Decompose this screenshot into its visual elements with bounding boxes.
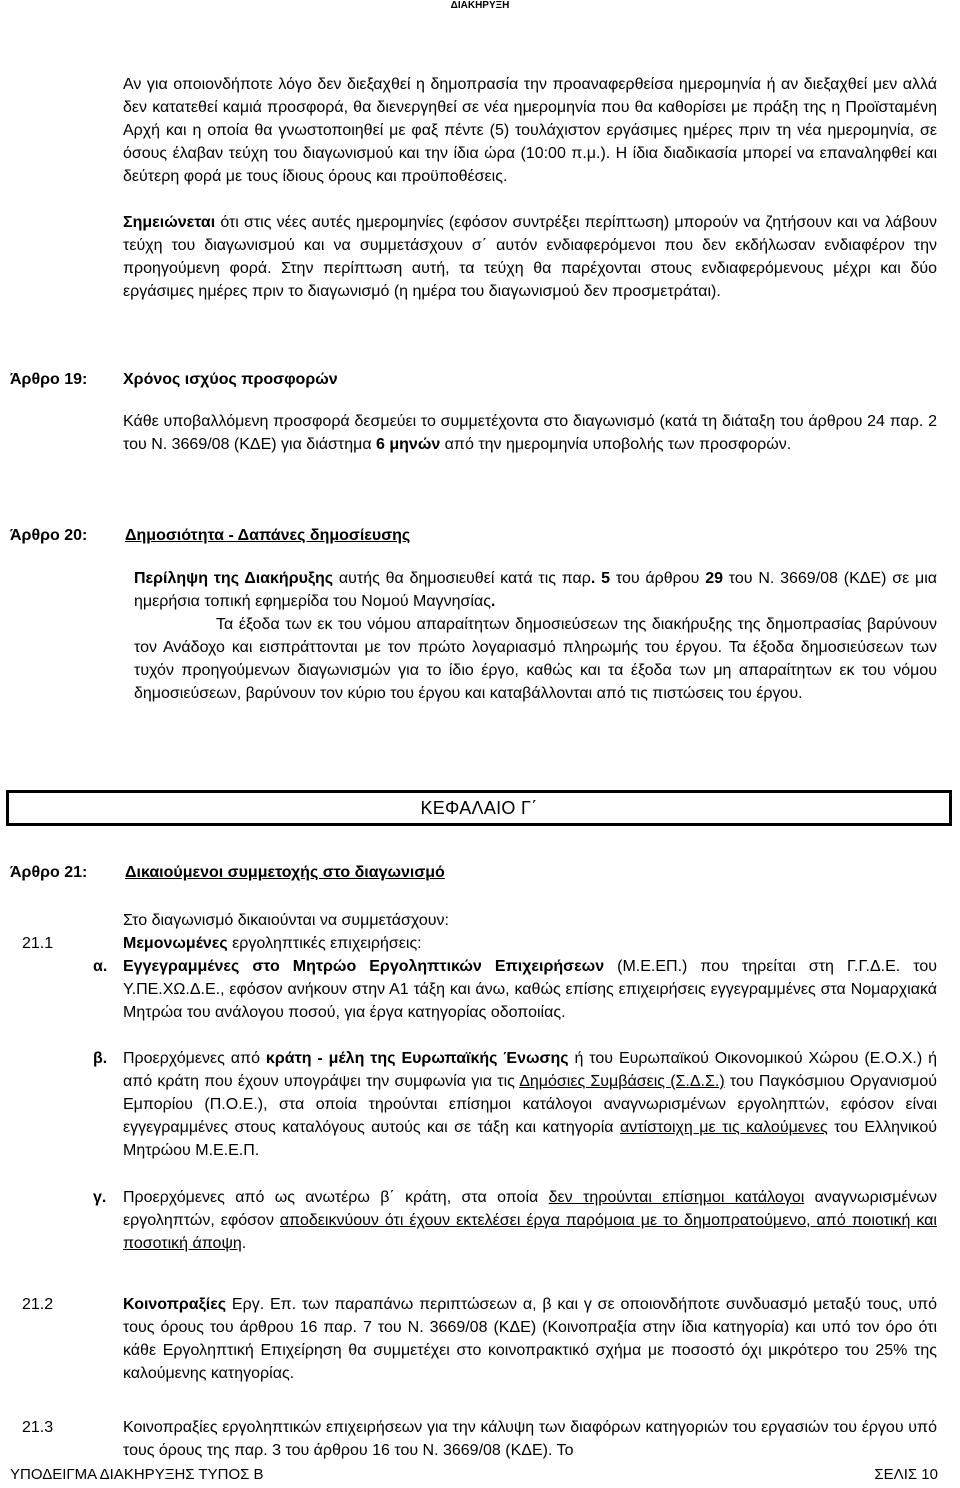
item-c-end: . <box>241 1235 247 1252</box>
article-20-summary-c: του Ν. 3669/08 (ΚΔΕ) σε μια ημερήσια τοπική εφημερίδα του Νομού Μαγνησίας <box>134 570 938 610</box>
article-20-label: Άρθρο 20: <box>10 527 88 544</box>
article-19-title: Χρόνος ισχύος προσφορών <box>123 371 338 388</box>
article-20-summary-par: 5 <box>595 570 611 587</box>
section-21-1-text <box>123 932 937 955</box>
item-b-c: του Παγκόσμιου Οργανισμού Εμπορίου (Π.Ο.Ε.), στα οποία τηρούνται επίσημοι κατάλογοι αναγνωρισμένων εργοληπτών, εφόσον είναι εγγεγραμμένες στους καταλόγους αυτούς και σε τάξη και κατηγορία <box>123 1073 937 1136</box>
item-c-underline-2: αποδεικνύουν ότι έχουν εκτελέσει έργα παρόμοια με το δημοπρατούμενο, από ποιοτική και ποσοτική άποψη <box>123 1212 937 1252</box>
item-b-text <box>123 1047 937 1162</box>
item-c-text <box>123 1186 937 1255</box>
section-21-3-number: 21.3 <box>22 1419 54 1436</box>
article-20-summary-a: αυτής θα δημοσιευθεί κατά τις παρ <box>333 570 591 587</box>
item-c-underline-1: δεν τηρούνται επίσημοι κατάλογοι <box>548 1189 805 1206</box>
item-c-a: Προερχόμενες από ως ανωτέρω β΄ κράτη, στα οποία <box>123 1189 549 1206</box>
item-a-rest: (Μ.Ε.ΕΠ.) που τηρείται στη Γ.Γ.Δ.Ε. του Υ.ΠΕ.ΧΩ.Δ.Ε., εφόσον ανήκουν στην Α1 τάξη και άνω, καθώς επίσης επιχειρήσεις εγγεγραμμένες στα Νομαρχιακά Μητρώα του ανάλογου ποσού, για έργα κατηγορίας οδοποιίας. <box>123 958 938 1021</box>
article-20-summary-end: . <box>490 593 496 610</box>
item-a-label: α. <box>93 958 108 975</box>
article-20-summary-dot: . <box>590 570 596 587</box>
item-b-label: β. <box>93 1050 108 1067</box>
article-20-title: Δημοσιότητα - Δαπάνες δημοσίευσης <box>125 527 411 544</box>
item-b-underline-2: αντίστοιχη με τις καλούμενες <box>619 1119 828 1136</box>
article-19-text-b: από την ημερομηνία υποβολής των προσφορών. <box>440 436 792 453</box>
section-21-2-text <box>123 1293 937 1385</box>
intro-emphasis: Σημειώνεται <box>123 214 216 231</box>
section-21-2-bold: Κοινοπραξίες <box>123 1296 227 1313</box>
article-20-summary-bold: Περίληψη της Διακήρυξης <box>134 570 334 587</box>
article-20-summary-article: 29 <box>705 570 723 587</box>
item-c-b: αναγνωρισμένων εργοληπτών, εφόσον <box>123 1189 938 1229</box>
item-b-d: του Ελληνικού Μητρώου Μ.Ε.Ε.Π. <box>123 1119 937 1159</box>
section-21-1-rest: εργοληπτικές επιχειρήσεις: <box>227 935 422 952</box>
item-b-bold: κράτη - μέλη της Ευρωπαϊκής Ένωσης <box>265 1050 569 1067</box>
item-a-text <box>123 955 937 1024</box>
item-b-b: ή του Ευρωπαϊκού Οικονομικού Χώρου (Ε.Ο.Χ.) ή από κράτη που έχουν υπογράψει την συμφωνία για τις <box>123 1050 937 1090</box>
chapter-heading: ΚΕΦΑΛΑΙΟ Γ΄ <box>6 790 952 826</box>
article-20-costs: Τα έξοδα των εκ του νόμου απαραίτητων δημοσιεύσεων της διακήρυξης της δημοπρασίας βαρύνουν τον Ανάδοχο και εισπράττονται με τον πρώτο λογαριασμό πληρωμής του έργου. Τα έξοδα δημοσιεύσεων των τυχόν προηγούμενων διαγωνισμών για το ίδιο έργο, καθώς και τα έξοδα των μη απαραίτητων εκ του νόμου δημοσιεύσεων, βαρύνουν τον κύριο του έργου και καταβάλλονται από τις πιστώσεις του έργου. <box>134 616 937 702</box>
section-21-3-text: Κοινοπραξίες εργοληπτικών επιχειρήσεων για την κάλυψη των διαφόρων κατηγοριών του εργασιών του έργου υπό τους όρους της παρ. 3 του άρθρου 16 του Ν. 3669/08 (ΚΔΕ). Το <box>123 1419 937 1459</box>
article-19-text-a: Κάθε υποβαλλόμενη προσφορά δεσμεύει το συμμετέχοντα στο διαγωνισμό (κατά τη διάταξη του άρθρου 24 παρ. 2 του Ν. 3669/08 (ΚΔΕ) για διάστημα <box>123 413 937 453</box>
section-21-2-rest: Εργ. Επ. των παραπάνω περιπτώσεων α, β και γ σε οποιονδήποτε συνδυασμό μεταξύ τους, υπό τους όρους του άρθρου 16 παρ. 7 του Ν. 3669/08 (ΚΔΕ) (Κοινοπραξία στην ίδια κατηγορία) και υπό τον όρο ότι κάθε Εργοληπτική Επιχείρηση θα συμμετέχει στο κοινοπρακτικό σχήμα με ποσοστό όχι μικρότερο του 25% της καλούμενης κατηγορίας. <box>123 1296 937 1382</box>
article-19-text <box>123 410 937 456</box>
intro-paragraph-2-text: ότι στις νέες αυτές ημερομηνίες (εφόσον συντρέξει περίπτωση) μπορούν να ζητήσουν και να λάβουν τεύχη του διαγωνισμού και να συμμετάσχουν σ΄ αυτόν ενδιαφερόμενοι που δεν εκδήλωσαν ενδιαφέρον την προηγούμενη φορά. Στην περίπτωση αυτή, τα τεύχη θα παρέχονται στους ενδιαφερόμενους μέχρι και δύο εργάσιμες ημέρες πριν το διαγωνισμό (η ημέρα του διαγωνισμού δεν προσμετράται). <box>123 214 937 300</box>
intro-paragraph-2 <box>123 211 937 303</box>
item-c-label: γ. <box>93 1189 107 1206</box>
item-a-bold: Εγγεγραμμένες στο Μητρώο Εργοληπτικών Επιχειρήσεων <box>123 958 605 975</box>
article-21-intro: Στο διαγωνισμό δικαιούνται να συμμετάσχουν: <box>123 912 449 929</box>
section-21-1-number: 21.1 <box>22 935 54 952</box>
footer-document-type: ΥΠΟΔΕΙΓΜΑ ΔΙΑΚΗΡΥΞΗΣ ΤΥΠΟΣ Β <box>10 1466 264 1483</box>
item-b-a: Προερχόμενες από <box>123 1050 266 1067</box>
article-20-summary-b: του άρθρου <box>610 570 706 587</box>
article-19-duration: 6 μηνών <box>376 436 441 453</box>
footer-page-number: ΣΕΛΙΣ 10 <box>874 1466 938 1483</box>
article-19-label: Άρθρο 19: <box>10 371 88 388</box>
page-header: ΔΙΑΚΗΡΥΞΗ <box>450 0 510 11</box>
intro-paragraph-1: Αν για οποιονδήποτε λόγο δεν διεξαχθεί η δημοπρασία την προαναφερθείσα ημερομηνία ή αν διεξαχθεί μεν αλλά δεν κατατεθεί καμιά προσφορά, θα διενεργηθεί σε νέα ημερομηνία που θα καθορίσει με πράξη της η Προϊσταμένη Αρχή και η οποία θα γνωστοποιηθεί με φαξ πέντε (5) τουλάχιστον εργάσιμες ημέρες πριν τη νέα ημερομηνία, σε όσους έλαβαν τεύχη του διαγωνισμού και την ίδια ώρα (10:00 π.μ.). Η ίδια διαδικασία μπορεί να επαναληφθεί και δεύτερη φορά με τους ίδιους όρους και προϋποθέσεις. <box>123 76 937 185</box>
section-21-1-bold: Μεμονωμένες <box>123 935 228 952</box>
article-20-summary <box>134 567 937 613</box>
article-21-title: Δικαιούμενοι συμμετοχής στο διαγωνισμό <box>125 864 445 881</box>
section-21-2-number: 21.2 <box>22 1296 54 1313</box>
item-b-underline-1: Δημόσιες Συμβάσεις (Σ.Δ.Σ.) <box>519 1073 725 1090</box>
article-21-label: Άρθρο 21: <box>10 864 88 881</box>
